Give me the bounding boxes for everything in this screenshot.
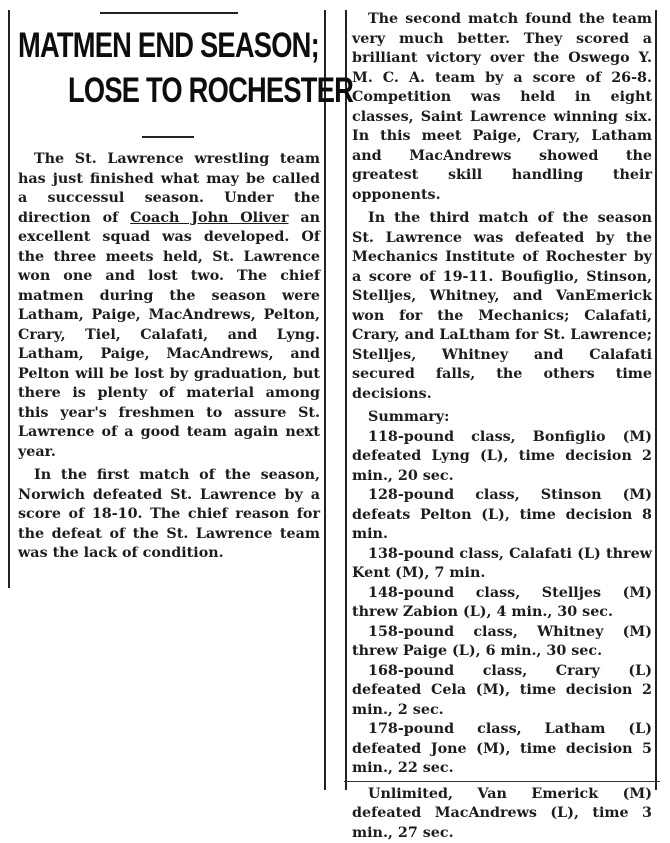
summary-divider <box>344 781 660 782</box>
right-border-rule <box>655 10 657 790</box>
summary-item: 138-pound class, Calafati (L) threw Kent (M), 7 min. <box>352 545 652 584</box>
summary-item: Unlimited, Van Emerick (M) defeated MacAndrews (L), time 3 min., 27 sec. <box>352 785 652 843</box>
column-rule-left <box>324 10 326 790</box>
summary-item: 128-pound class, Stinson (M) defeats Pelton (L), time decision 8 min. <box>352 486 652 545</box>
summary-item: 168-pound class, Crary (L) defeated Cela (M), time decision 2 min., 2 sec. <box>352 662 652 721</box>
headline-bottom-bar <box>142 136 194 138</box>
paragraph-third-match: In the third match of the season St. Lawrence was defeated by the Mechanics Institute of Rochester by a score of 19-11. Boufiglio, Stinson, Stelljes, Whitney, and VanEmerick won for the Mechanics; Calafati, Crary, and LaLtham for St. Lawrence; Stelljes, Whitney and Calafati secured falls, the others time decisions. <box>352 209 652 404</box>
summary-item: 158-pound class, Whitney (M) threw Paige (L), 6 min., 30 sec. <box>352 623 652 662</box>
article-body-left <box>18 150 320 564</box>
coach-name: Coach John Oliver <box>130 210 288 226</box>
article-body-right <box>352 10 652 843</box>
paragraph-first-match: In the first match of the season, Norwich defeated St. Lawrence by a score of 18-10. The chief reason for the defeat of the St. Lawrence team was the lack of condition. <box>18 466 320 564</box>
intro-text-start: The St. Lawrence wrestling team has just finished what may be called a successul season. Under the direction of <box>18 151 320 226</box>
headline-line-2: LOSE TO ROCHESTER <box>68 71 353 111</box>
paragraph-intro <box>18 150 320 462</box>
headline-top-bar <box>100 12 238 14</box>
summary-item: 148-pound class, Stelljes (M) threw Zabion (L), 4 min., 30 sec. <box>352 584 652 623</box>
column-rule-right <box>345 10 347 790</box>
left-border-rule <box>8 10 10 588</box>
summary-item: 118-pound class, Bonfiglio (M) defeated Lyng (L), time decision 2 min., 20 sec. <box>352 428 652 487</box>
intro-text-end: an excellent squad was developed. Of the three meets held, St. Lawrence won one and lost two. The chief matmen during the season were Latham, Paige, MacAndrews, Pelton, Crary, Tiel, Calafati, and Lyng. Latham, Paige, MacAndrews, and Pelton will be lost by graduation, but there is plenty of material among this year's freshmen to assure St. Lawrence of a good team again next year. <box>18 210 320 460</box>
headline-line-1: MATMEN END SEASON; <box>18 26 319 66</box>
summary-heading: Summary: <box>352 408 652 428</box>
paragraph-second-match: The second match found the team very much better. They scored a brilliant victory over the Oswego Y. M. C. A. team by a score of 26-8. Competition was held in eight classes, Saint Lawrence winning six. In this meet Paige, Crary, Latham and MacAndrews showed the greatest skill handling their opponents. <box>352 10 652 205</box>
summary-item: 178-pound class, Latham (L) defeated Jone (M), time decision 5 min., 22 sec. <box>352 720 652 779</box>
